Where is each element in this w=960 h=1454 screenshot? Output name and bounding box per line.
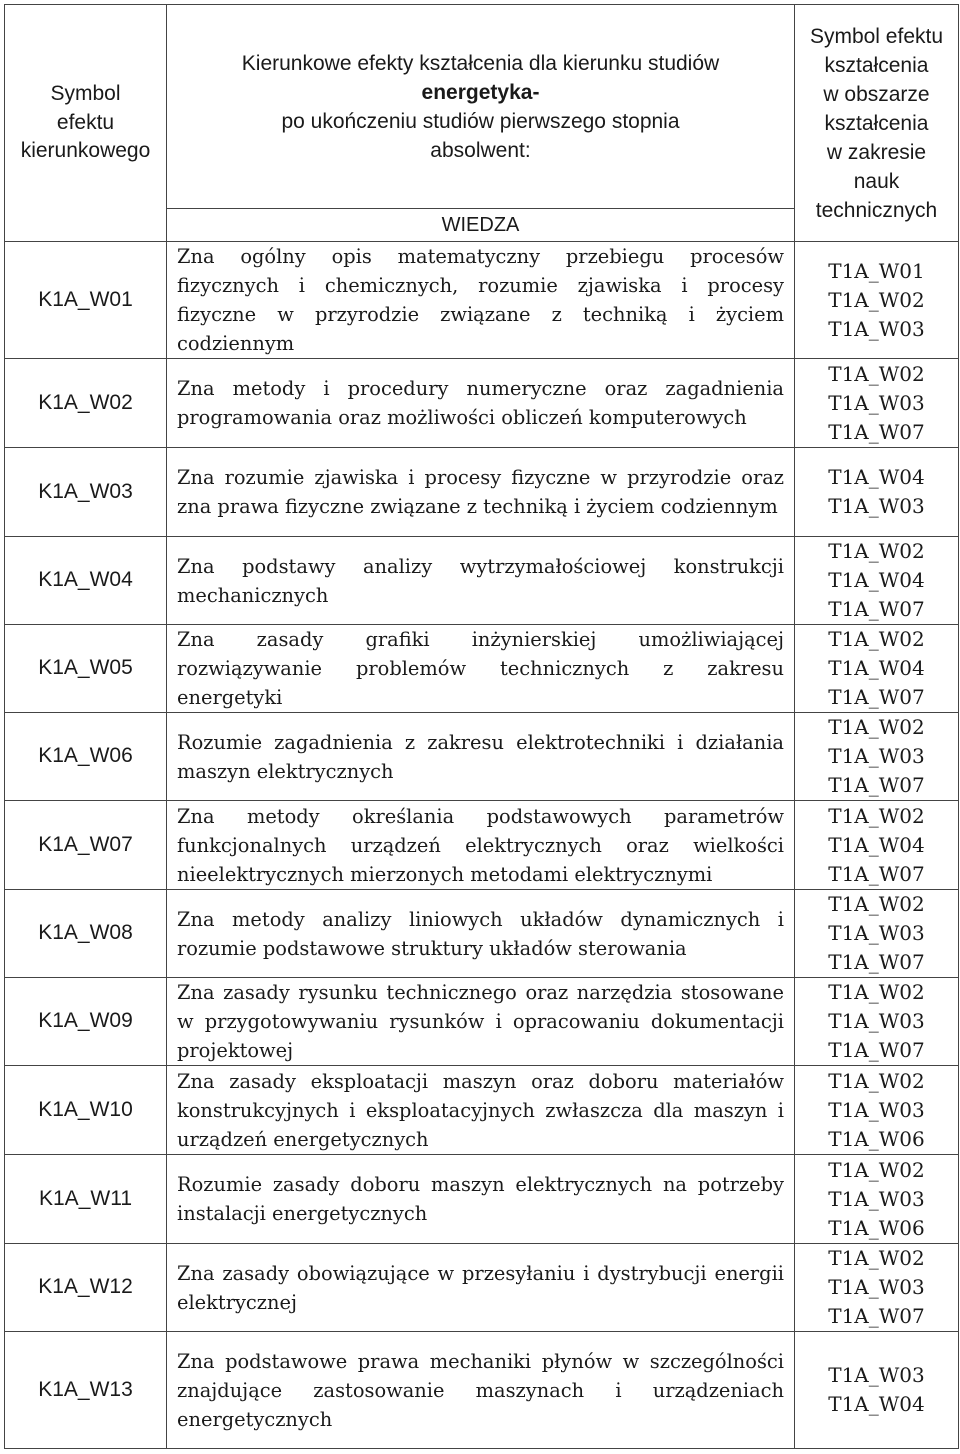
area-ref: T1A_W02	[828, 627, 925, 651]
area-ref: T1A_W07	[828, 1038, 925, 1062]
table-row	[5, 890, 959, 978]
outcome-description: Zna zasady eksploatacji maszyn oraz doboru materiałów konstrukcyjnych i eksploatacyjnych zwłaszcza dla maszyn i urządzeń energetycznych	[167, 1066, 795, 1155]
outcome-description: Zna zasady obowiązujące w przesyłaniu i dystrybucji energii elektrycznej	[167, 1244, 795, 1332]
header-title-line: po ukończeniu studiów pierwszego stopnia	[281, 109, 680, 133]
learning-outcomes-table	[4, 4, 959, 1449]
area-ref: T1A_W02	[828, 539, 925, 563]
outcome-area-refs	[795, 890, 959, 978]
table-row	[5, 537, 959, 625]
outcome-description: Zna zasady rysunku technicznego oraz narzędzia stosowane w przygotowywaniu rysunków i opracowaniu dokumentacji projektowej	[167, 978, 795, 1066]
area-ref: T1A_W02	[828, 1246, 925, 1270]
outcome-code: K1A_W03	[5, 448, 167, 537]
area-ref: T1A_W03	[828, 1275, 925, 1299]
outcome-area-refs	[795, 1155, 959, 1244]
header-symbol-kierunkowy	[5, 5, 167, 242]
area-ref: T1A_W03	[828, 1009, 925, 1033]
outcome-description: Zna metody określania podstawowych parametrów funkcjonalnych urządzeń elektrycznych oraz wielkości nieelektrycznych mierzonych metodami elektrycznymi	[167, 801, 795, 890]
area-ref: T1A_W03	[828, 390, 925, 415]
table-row	[5, 1155, 959, 1244]
area-ref: T1A_W04	[828, 568, 925, 592]
outcome-description: Zna ogólny opis matematyczny przebiegu procesów fizycznych i chemicznych, rozumie zjawiska i procesy fizyczne w przyrodzie związane z techniką i życiem codziennym	[167, 242, 795, 359]
area-ref: T1A_W03	[828, 494, 925, 518]
area-ref: T1A_W07	[828, 685, 925, 709]
area-ref: T1A_W03	[828, 744, 925, 768]
outcome-description: Zna podstawowe prawa mechaniki płynów w szczególności znajdujące zastosowanie maszynach i urządzeniach energetycznych	[167, 1332, 795, 1449]
area-ref: T1A_W04	[828, 656, 925, 680]
area-ref: T1A_W07	[828, 861, 925, 886]
outcome-area-refs	[795, 978, 959, 1066]
outcome-code: K1A_W07	[5, 801, 167, 890]
header-title	[167, 5, 795, 209]
table-header-row	[5, 5, 959, 209]
area-ref: T1A_W07	[828, 597, 925, 621]
outcome-code: K1A_W06	[5, 713, 167, 801]
outcome-code: K1A_W12	[5, 1244, 167, 1332]
area-ref: T1A_W03	[828, 1363, 925, 1387]
table-row	[5, 1066, 959, 1155]
section-label-wiedza: WIEDZA	[167, 209, 795, 242]
outcome-code: K1A_W01	[5, 242, 167, 359]
area-ref: T1A_W02	[828, 803, 925, 828]
outcome-area-refs	[795, 1332, 959, 1449]
outcome-area-refs	[795, 1066, 959, 1155]
area-ref: T1A_W07	[828, 1304, 925, 1328]
header-right-line: kształcenia	[824, 53, 929, 77]
area-ref: T1A_W02	[828, 361, 925, 386]
area-ref: T1A_W02	[828, 980, 925, 1004]
area-ref: T1A_W07	[828, 773, 925, 797]
table-row	[5, 1332, 959, 1449]
outcome-code: K1A_W13	[5, 1332, 167, 1449]
outcome-code: K1A_W11	[5, 1155, 167, 1244]
outcome-area-refs	[795, 801, 959, 890]
table-row	[5, 978, 959, 1066]
area-ref: T1A_W07	[828, 950, 925, 974]
outcome-code: K1A_W08	[5, 890, 167, 978]
table-row	[5, 801, 959, 890]
outcome-area-refs	[795, 713, 959, 801]
header-right-line: w obszarze	[823, 82, 930, 106]
outcome-area-refs	[795, 242, 959, 359]
outcome-code: K1A_W10	[5, 1066, 167, 1155]
outcome-code: K1A_W05	[5, 625, 167, 713]
header-title-line: absolwent:	[430, 138, 531, 162]
header-left-line: efektu	[56, 110, 115, 134]
table-row	[5, 625, 959, 713]
outcome-description: Zna rozumie zjawiska i procesy fizyczne w przyrodzie oraz zna prawa fizyczne związane z techniką i życiem codziennym	[167, 448, 795, 537]
area-ref: T1A_W02	[828, 892, 925, 916]
table-row	[5, 448, 959, 537]
area-ref: T1A_W03	[828, 921, 925, 945]
outcome-code: K1A_W02	[5, 359, 167, 448]
outcome-description: Rozumie zagadnienia z zakresu elektrotechniki i działania maszyn elektrycznych	[167, 713, 795, 801]
area-ref: T1A_W02	[828, 1157, 925, 1182]
area-ref: T1A_W04	[828, 832, 925, 857]
table-row	[5, 713, 959, 801]
outcome-area-refs	[795, 625, 959, 713]
table-row	[5, 359, 959, 448]
header-right-line: w zakresie	[826, 140, 927, 164]
outcome-description: Zna podstawy analizy wytrzymałościowej konstrukcji mechanicznych	[167, 537, 795, 625]
header-symbol-obszar	[795, 5, 959, 242]
header-left-line: kierunkowego	[20, 139, 151, 163]
outcome-description: Zna metody i procedury numeryczne oraz zagadnienia programowania oraz możliwości obliczeń komputerowych	[167, 359, 795, 448]
outcome-description: Rozumie zasady doboru maszyn elektrycznych na potrzeby instalacji energetycznych	[167, 1155, 795, 1244]
area-ref: T1A_W01	[828, 258, 925, 283]
area-ref: T1A_W04	[828, 465, 925, 489]
outcome-area-refs	[795, 1244, 959, 1332]
header-right-line: nauk	[853, 169, 900, 193]
area-ref: T1A_W02	[828, 1068, 925, 1093]
area-ref: T1A_W03	[828, 1097, 925, 1122]
table-row	[5, 242, 959, 359]
area-ref: T1A_W04	[828, 1392, 925, 1416]
area-ref: T1A_W06	[828, 1126, 925, 1151]
header-right-line: Symbol efektu	[809, 24, 944, 48]
outcome-description: Zna zasady grafiki inżynierskiej umożliwiającej rozwiązywanie problemów technicznych z zakresu energetyki	[167, 625, 795, 713]
area-ref: T1A_W02	[828, 287, 925, 312]
header-left-line: Symbol	[50, 81, 121, 105]
outcome-description: Zna metody analizy liniowych układów dynamicznych i rozumie podstawowe struktury układów sterowania	[167, 890, 795, 978]
header-right-line: kształcenia	[824, 111, 929, 135]
outcome-area-refs	[795, 537, 959, 625]
header-title-line: Kierunkowe efekty kształcenia dla kierunku studiów	[241, 51, 720, 75]
header-title-field: energetyka-	[421, 80, 540, 104]
outcome-area-refs	[795, 359, 959, 448]
area-ref: T1A_W03	[828, 1186, 925, 1211]
outcome-code: K1A_W09	[5, 978, 167, 1066]
area-ref: T1A_W06	[828, 1215, 925, 1240]
outcome-code: K1A_W04	[5, 537, 167, 625]
outcome-area-refs	[795, 448, 959, 537]
area-ref: T1A_W03	[828, 316, 925, 341]
table-row	[5, 1244, 959, 1332]
area-ref: T1A_W02	[828, 715, 925, 739]
header-right-line: technicznych	[815, 198, 938, 222]
area-ref: T1A_W07	[828, 419, 925, 444]
